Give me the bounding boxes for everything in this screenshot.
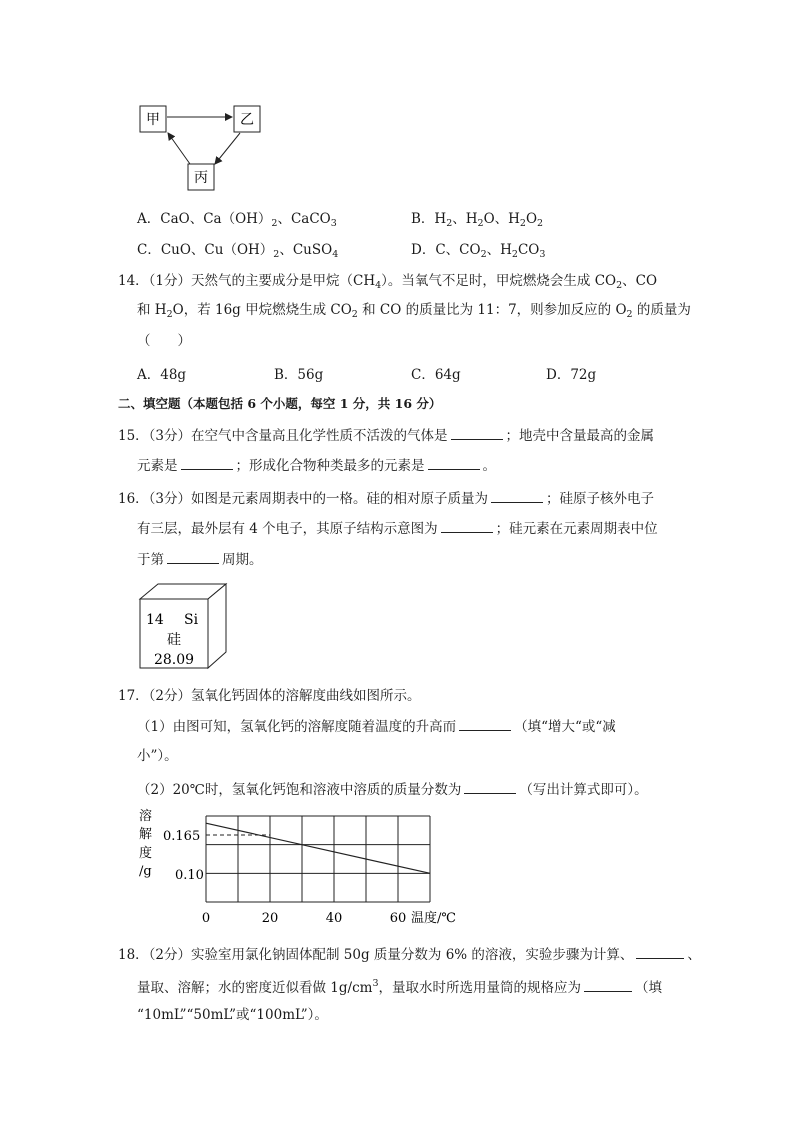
q18-line-1: 18．（2分）实验室用氯化钠固体配制 50g 质量分数为 6% 的溶液，实验步骤为计算、 、	[118, 943, 701, 963]
q17-blank-2[interactable]	[464, 779, 516, 794]
label-yi: 乙	[240, 112, 254, 128]
q18-blank-1[interactable]	[636, 944, 684, 959]
q15-blank-2[interactable]	[181, 455, 233, 470]
q15-blank-3[interactable]	[428, 455, 480, 470]
q14-line-1: 14．（1分）天然气的主要成分是甲烷$(CH_4)$。当氧气不足时，甲烷燃烧会生成 $CO_2$、CO	[118, 273, 658, 291]
x-tick-60: 60	[389, 911, 407, 926]
q16-blank-3[interactable]	[167, 549, 219, 564]
section-2-title: 二、填空题（本题包括 6 个小题，每空 1 分，共 16 分）	[118, 396, 442, 411]
x-tick-0: 0	[201, 911, 211, 926]
y-label-char-3: 度	[139, 846, 153, 861]
q14-option-b[interactable]: B．56g	[274, 367, 324, 383]
q17-blank-1[interactable]	[459, 716, 511, 731]
q16-line-2: 有三层，最外层有 4 个电子，其原子结构示意图为 ；硅元素在元素周期表中位	[137, 518, 658, 539]
q18-line-2: 量取、溶解；水的密度近似看做 $1g/cm^3$，量取水时所选用量筒的规格应为 （填	[137, 978, 662, 996]
y-label-char-1: 溶	[139, 809, 153, 824]
y-label-char-4: /g	[139, 864, 152, 879]
cell-symbol: Si	[184, 612, 199, 628]
cell-side-face	[208, 584, 226, 668]
cell-atomic-number: 14	[146, 612, 164, 628]
label-bing: 丙	[194, 170, 208, 186]
y-tick-0165: 0.165	[163, 829, 201, 844]
chart-series-line	[206, 823, 430, 873]
arrow-yi-bing	[215, 133, 240, 164]
q16-line-1: 16．（3分）如图是元素周期表中的一格。硅的相对原子质量为 ；硅原子核外电子	[118, 487, 654, 507]
q18-blank-2[interactable]	[584, 977, 632, 992]
q16-line-3: 于第 周期。	[137, 549, 263, 570]
q14-answer-bracket: （ ）	[137, 333, 191, 349]
y-tick-010: 0.10	[175, 868, 204, 883]
x-axis-label: 温度/℃	[411, 911, 456, 926]
q13-option-c[interactable]: C．CuO、$Cu(OH)_2$、CuSO$_4$	[137, 242, 339, 260]
periodic-cell	[136, 580, 236, 672]
cell-atomic-mass: 28.09	[153, 652, 195, 668]
q16-blank-1[interactable]	[491, 488, 543, 503]
x-tick-20: 20	[261, 911, 279, 926]
cycle-diagram	[130, 98, 270, 198]
q13-option-b[interactable]: B．$H_2$、$H_2O$、$H_2O_2$	[411, 211, 544, 229]
q16-blank-2[interactable]	[441, 518, 493, 533]
arrow-bing-jia	[168, 133, 190, 164]
q17-part-1: （1）由图可知，氢氧化钙的溶解度随着温度的升高而 （填“增大“或“减	[137, 715, 616, 735]
q15-blank-1[interactable]	[451, 425, 503, 440]
q17-part-2: （2）20℃时，氢氧化钙饱和溶液中溶质的质量分数为 （写出计算式即可）。	[137, 778, 648, 798]
chart-grid	[206, 816, 430, 902]
q13-option-a[interactable]: A．CaO、$Ca(OH)_2$、CaCO$_3$	[137, 211, 337, 229]
q14-option-a[interactable]: A．48g	[137, 367, 187, 383]
cell-name: 硅	[167, 632, 181, 648]
q18-line-3: “10mL”“50mL”或“100mL”）。	[137, 1007, 328, 1023]
q15-line-2: 元素是 ；形成化合物种类最多的元素是 。	[137, 455, 496, 476]
q14-option-c[interactable]: C．64g	[411, 367, 461, 383]
label-jia: 甲	[146, 112, 160, 128]
q17-part-1-end: 小”）。	[137, 748, 178, 764]
q17-intro: 17．（2分）氢氧化钙固体的溶解度曲线如图所示。	[118, 688, 421, 704]
q14-line-2: 和 $H_2O$，若 16g 甲烷燃烧生成 $CO_2$ 和 CO 的质量比为 11：7，则参加反应的 $O_2$ 的质量为	[137, 302, 691, 320]
q14-option-d[interactable]: D．72g	[546, 367, 597, 383]
q13-option-d[interactable]: D．C、$CO_2$、$H_2CO_3$	[411, 242, 546, 260]
x-tick-40: 40	[325, 911, 343, 926]
y-label-char-2: 解	[139, 827, 153, 842]
q15-line-1: 15．（3分）在空气中含量高且化学性质不活泼的气体是 ；地壳中含量最高的金属	[118, 424, 654, 444]
solubility-chart	[136, 804, 476, 928]
